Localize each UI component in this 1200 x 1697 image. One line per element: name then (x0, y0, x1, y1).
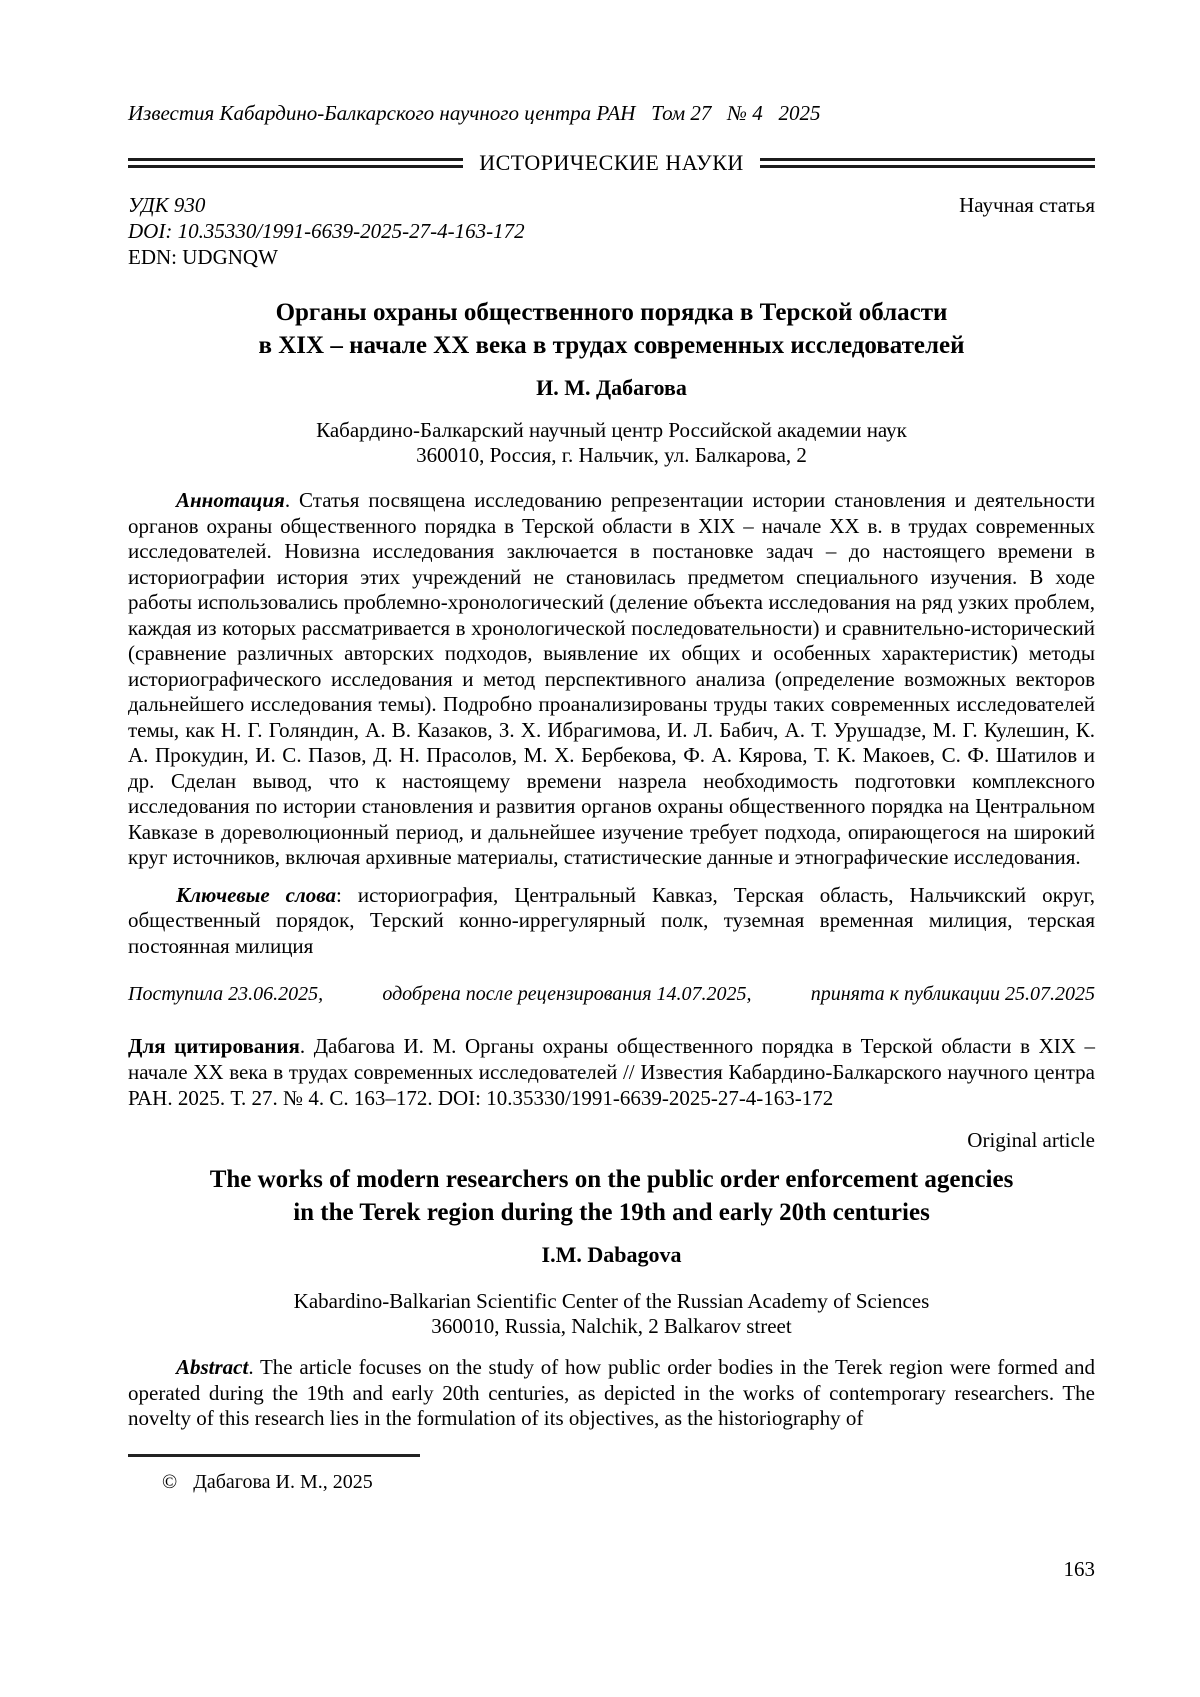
footnote-divider (128, 1454, 420, 1457)
abstract-en-label: Abstract (176, 1355, 249, 1379)
section-rule-right (760, 158, 1095, 168)
section-rule-left (128, 158, 463, 168)
keywords-ru-label: Ключевые слова (176, 882, 337, 907)
dates-line (128, 981, 1095, 1007)
article-title-ru-line2: в XIX – начале XX века в трудах современных исследователей (258, 332, 965, 359)
article-type-ru: Научная статья (959, 193, 1095, 217)
doi-line: DOI: 10.35330/1991-6639-2025-27-4-163-172 (128, 219, 525, 243)
article-title-en (128, 1163, 1095, 1229)
date-received: Поступила 23.06.2025, (128, 983, 324, 1005)
affiliation-ru-line2: 360010, Россия, г. Нальчик, ул. Балкарова, 2 (416, 443, 807, 467)
abstract-ru (128, 488, 1095, 871)
journal-header: Известия Кабардино-Балкарского научного центра РАН Том 27 № 4 2025 (128, 101, 821, 125)
author-ru: И. М. Дабагова (536, 375, 687, 400)
citation-ru-label: Для цитирования (128, 1034, 300, 1058)
abstract-ru-label: Аннотация (176, 488, 285, 512)
abstract-en (128, 1355, 1095, 1432)
article-title-en-line2: in the Terek region during the 19th and early 20th centuries (293, 1199, 930, 1226)
section-title: ИСТОРИЧЕСКИЕ НАУКИ (479, 150, 744, 175)
udc-label: УДК 930 (128, 193, 206, 217)
copyright-symbol: © (162, 1470, 178, 1493)
date-approved: одобрена после рецензирования 14.07.2025, (382, 983, 752, 1005)
article-type-en: Original article (967, 1128, 1095, 1152)
citation-ru-text: . Дабагова И. М. Органы охраны общественного порядка в Терской области в XIX – начале XX века в трудах современных исследователей // Известия Кабардино-Балкарского научного центра РАН. 2025. Т. 27. № 4. С. 163–172. DOI: 10.35330/1991-6639-2025-27-4-163-172 (128, 1034, 1095, 1110)
copyright-text: Дабагова И. М., 2025 (193, 1470, 373, 1493)
abstract-ru-text: . Статья посвящена исследованию репрезентации истории становления и деятельности органов охраны общественного порядка в Терской области в XIX – начале XX в. в трудах современных исследователей. Новизна исследования заключается в постановке задач – до настоящего времени в историографии история этих учреждений не становилась предметом специального изучения. В ходе работы использовались проблемно-хронологический (деление объекта исследования на ряд узких проблем, каждая из которых рассматривается в хронологической последовательности) и сравнительно-исторический (сравнение различных авторских подходов, выявление их общих и особенных характеристик) методы историографического исследования и метод перспективного анализа (определение возможных векторов дальнейшего исследования темы). Подробно проанализированы труды таких современных исследователей темы, как Н. Г. Голяндин, А. В. Казаков, З. Х. Ибрагимова, И. Л. Бабич, А. Т. Урушадзе, М. Г. Кулешин, К. А. Прокудин, И. С. Пазов, Д. Н. Прасолов, М. Х. Бербекова, Ф. А. Кярова, Т. К. Макоев, С. Ф. Шатилов и др. Сделан вывод, что к настоящему времени назрела необходимость подготовки комплексного исследования по истории становления и развития органов охраны общественного порядка на Центральном Кавказе в дореволюционный период, и дальнейшее изучение требует подхода, опирающегося на широкий круг источников, включая архивные материалы, статистические данные и этнографические исследования. (128, 488, 1095, 869)
affiliation-en-line1: Kabardino-Balkarian Scientific Center of the Russian Academy of Sciences (293, 1289, 930, 1313)
affiliation-ru (128, 418, 1095, 468)
abstract-en-text: . The article focuses on the study of how public order bodies in the Terek region were formed and operated during the 19th and early 20th centuries, as depicted in the works of contemporary researchers. The novelty of this research lies in the formulation of its objectives, as the historiography of (128, 1355, 1095, 1430)
affiliation-en (128, 1289, 1095, 1339)
affiliation-en-line2: 360010, Russia, Nalchik, 2 Balkarov street (431, 1314, 792, 1338)
citation-ru (128, 1033, 1095, 1111)
page-number: 163 (1063, 1557, 1095, 1581)
author-en: I.M. Dabagova (541, 1242, 682, 1267)
date-accepted: принята к публикации 25.07.2025 (810, 983, 1095, 1005)
section-header (128, 148, 1095, 178)
article-title-ru (128, 296, 1095, 362)
udc-row (128, 192, 1095, 218)
keywords-ru (128, 883, 1095, 960)
edn-line: EDN: UDGNQW (128, 245, 278, 269)
copyright-line (128, 1469, 1095, 1495)
article-title-ru-line1: Органы охраны общественного порядка в Терской области (275, 299, 948, 326)
affiliation-ru-line1: Кабардино-Балкарский научный центр Российской академии наук (316, 418, 907, 442)
article-title-en-line1: The works of modern researchers on the public order enforcement agencies (209, 1166, 1014, 1193)
keywords-ru-text: : историография, Центральный Кавказ, Терская область, Нальчикский округ, общественный порядок, Терский конно-иррегулярный полк, туземная временная милиция, терская постоянная милиция (128, 882, 1095, 958)
